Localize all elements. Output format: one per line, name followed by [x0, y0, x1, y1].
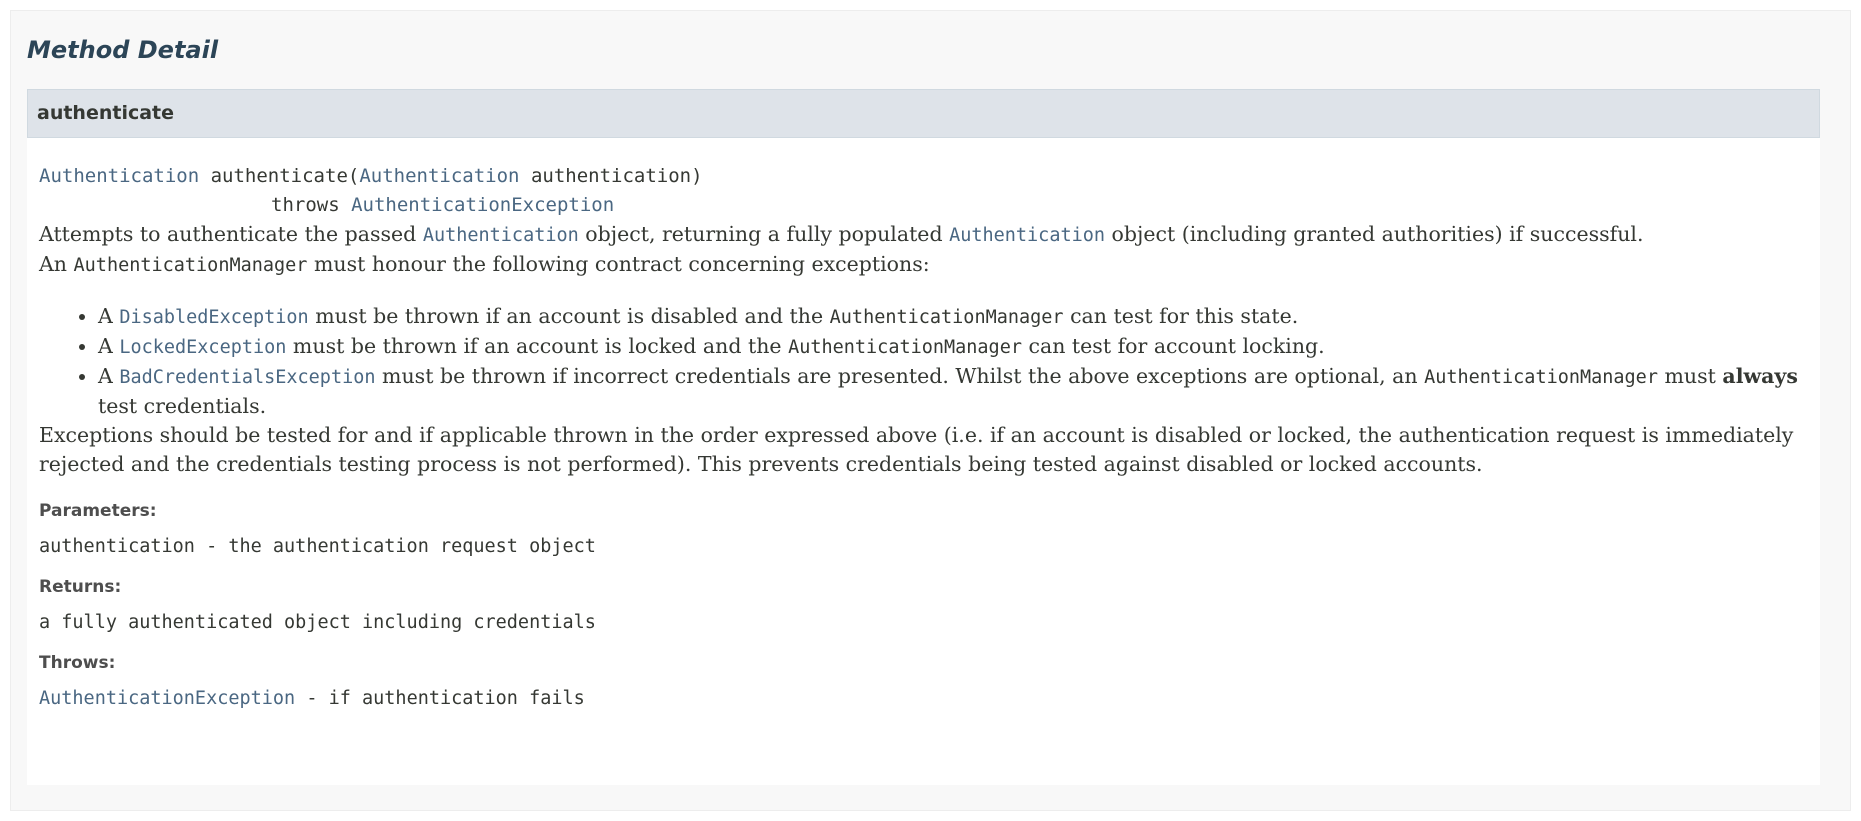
code-authentication[interactable]: Authentication: [422, 225, 579, 246]
list-item: [98, 362, 1808, 421]
method-name-header: authenticate: [27, 89, 1820, 138]
throws-label: Throws:: [39, 653, 116, 673]
parameters-value: [39, 533, 1808, 560]
returns-value: a fully authenticated object including credentials: [39, 612, 596, 633]
code-authentication-manager: AuthenticationManager: [1424, 367, 1658, 388]
signature-throws-keyword: throws: [271, 194, 340, 216]
text: object, returning a fully populated: [578, 222, 950, 246]
code-authentication-manager: AuthenticationManager: [73, 255, 308, 276]
bad-credentials-exception-link: [119, 364, 375, 388]
param-type-link[interactable]: Authentication: [359, 165, 520, 187]
method-detail-section: [10, 10, 1851, 811]
returns-label: Returns:: [39, 577, 122, 597]
emphasis-always: always: [1722, 364, 1798, 388]
text: must be thrown if an account is disabled and the: [308, 304, 830, 328]
signature-line-2: [39, 191, 1808, 220]
text: object (including granted authorities) if successful.: [1105, 222, 1644, 246]
list-item: [98, 302, 1808, 332]
text: A: [98, 334, 120, 358]
text: must be thrown if an account is locked and the: [286, 334, 789, 358]
code-authentication-manager: AuthenticationManager: [829, 307, 1064, 328]
text: can test for this state.: [1063, 304, 1299, 328]
text: Attempts to authenticate the passed: [39, 222, 423, 246]
authentication-link: [423, 222, 579, 246]
signature-open-paren: (: [347, 165, 360, 187]
description-paragraph-3: Exceptions should be tested for and if applicable thrown in the order expressed above (i.e. if an account is disabled or locked, the authentication request is immediately rejected and the credentials testing process is not performed). This prevents credentials being tested against disabled or locked accounts.: [39, 423, 1794, 476]
parameters-label: Parameters:: [39, 501, 157, 521]
locked-exception-link: [119, 334, 286, 358]
exception-contract-list: [39, 302, 1808, 421]
method-notes: [39, 499, 1808, 712]
method-body: [27, 138, 1820, 712]
code-authentication[interactable]: Authentication: [949, 225, 1106, 246]
text: can test for account locking.: [1021, 334, 1325, 358]
description-paragraph-2: [39, 250, 1808, 280]
text: test credentials.: [98, 394, 267, 418]
signature-close-paren: ): [691, 165, 703, 187]
signature-method-name: authenticate: [210, 165, 348, 187]
text: must be thrown if incorrect credentials are presented. Whilst the above exceptions are optional, an: [375, 364, 1425, 388]
authentication-link: [949, 222, 1105, 246]
throws-value: [39, 685, 1808, 712]
throws-description: - if authentication fails: [295, 688, 585, 709]
code-disabled-exception[interactable]: DisabledException: [119, 307, 309, 328]
throws-exception-link[interactable]: AuthenticationException: [39, 688, 296, 709]
method-signature: [39, 138, 1808, 220]
disabled-exception-link: [119, 304, 308, 328]
exception-type-link[interactable]: AuthenticationException: [351, 194, 615, 216]
signature-param-name: authentication: [530, 165, 692, 187]
code-authentication-manager: AuthenticationManager: [788, 337, 1022, 358]
text: A: [98, 364, 120, 388]
code-locked-exception[interactable]: LockedException: [119, 337, 287, 358]
return-type-link[interactable]: Authentication: [39, 165, 200, 187]
description-paragraph-1: [39, 220, 1808, 250]
text: must honour the following contract concerning exceptions:: [307, 252, 930, 276]
text: An: [39, 252, 74, 276]
text: A: [98, 304, 120, 328]
section-title: Method Detail: [27, 36, 219, 64]
text: must: [1657, 364, 1723, 388]
method-block: [27, 89, 1820, 785]
list-item: [98, 332, 1808, 362]
param-description: - the authentication request object: [194, 536, 596, 557]
param-name: authentication: [39, 536, 195, 557]
code-bad-credentials-exception[interactable]: BadCredentialsException: [119, 367, 376, 388]
signature-line-1: [39, 162, 1808, 191]
